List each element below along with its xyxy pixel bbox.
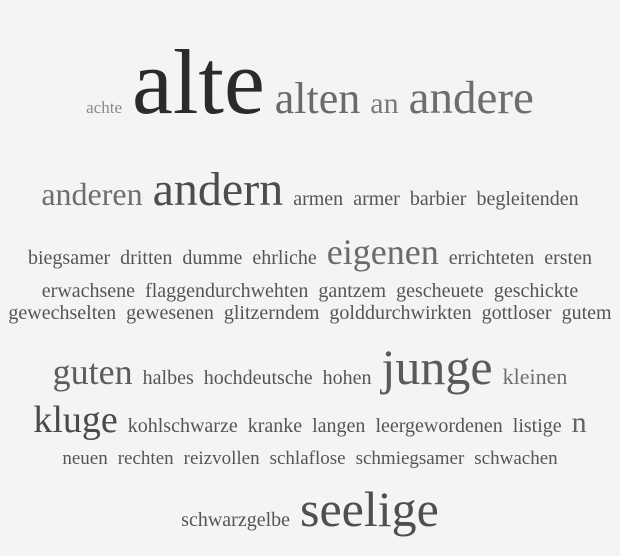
word-cloud-term[interactable]: n [571, 406, 587, 439]
word-cloud-term[interactable]: schlaflose [269, 448, 346, 469]
word-cloud-term[interactable]: geschickte [493, 280, 579, 302]
word-cloud-term[interactable]: andern [152, 163, 284, 216]
word-cloud-term[interactable]: andere [408, 72, 534, 124]
word-cloud-term[interactable]: alte [131, 31, 265, 133]
word-cloud-term[interactable]: gescheuete [396, 280, 484, 302]
word-cloud-term[interactable]: gutem [561, 302, 612, 324]
word-cloud-term[interactable]: an [370, 87, 399, 120]
word-cloud-term[interactable]: flaggendurchwehten [145, 280, 309, 302]
word-cloud-term[interactable]: langen [312, 415, 366, 437]
word-cloud-term[interactable]: schmiegsamer [355, 448, 465, 469]
word-cloud-row [0, 31, 620, 133]
word-cloud-term[interactable]: ehrliche [252, 247, 317, 269]
word-cloud-term[interactable]: achte [86, 98, 122, 117]
word-cloud-row [0, 449, 620, 468]
word-cloud-term[interactable]: barbier [409, 188, 467, 210]
word-cloud-row [0, 281, 620, 301]
word-cloud-term[interactable]: begleitenden [476, 188, 579, 210]
word-cloud-term[interactable]: armer [353, 188, 400, 210]
word-cloud-term[interactable]: gantzem [318, 280, 387, 302]
word-cloud-term[interactable]: glitzerndem [223, 302, 320, 324]
word-cloud-term[interactable]: dumme [182, 247, 243, 269]
word-cloud-term[interactable]: kranke [247, 415, 303, 437]
word-cloud-row [0, 234, 620, 270]
word-cloud-term[interactable]: gewesenen [126, 302, 214, 324]
word-cloud-term[interactable]: anderen [41, 176, 143, 212]
word-cloud-term[interactable]: rechten [117, 448, 174, 469]
word-cloud-term[interactable]: hohen [322, 367, 372, 389]
word-cloud-term[interactable]: ersten [544, 247, 592, 269]
word-cloud-row [0, 481, 620, 537]
word-cloud-term[interactable]: hochdeutsche [203, 367, 313, 389]
word-cloud-term[interactable]: golddurchwirkten [329, 302, 472, 324]
word-cloud-term[interactable]: seelige [300, 481, 439, 537]
word-cloud-term[interactable]: schwachen [474, 448, 558, 469]
word-cloud-term[interactable]: kluge [33, 399, 118, 441]
word-cloud-term[interactable]: alten [274, 74, 361, 123]
word-cloud-row [0, 339, 620, 395]
word-cloud-term[interactable]: reizvollen [183, 448, 260, 469]
word-cloud-term[interactable]: kleinen [502, 364, 568, 389]
word-cloud-term[interactable]: armen [293, 188, 344, 210]
word-cloud-row [0, 303, 620, 323]
word-cloud-term[interactable]: schwarzgelbe [181, 509, 290, 531]
word-cloud-row [0, 163, 620, 216]
word-cloud-term[interactable]: biegsamer [27, 247, 111, 269]
word-cloud-term[interactable]: errichteten [448, 247, 535, 269]
word-cloud-term[interactable]: guten [52, 352, 133, 392]
word-cloud-term[interactable]: leergewordenen [375, 415, 503, 437]
word-cloud-term[interactable]: erwachsene [41, 280, 136, 302]
word-cloud-term[interactable]: neuen [62, 448, 108, 469]
word-cloud-term[interactable]: halbes [142, 367, 194, 389]
word-cloud-term[interactable]: junge [381, 339, 493, 395]
word-cloud-term[interactable]: gewechselten [8, 302, 117, 324]
word-cloud-term[interactable]: dritten [120, 247, 173, 269]
word-cloud-term[interactable]: listige [512, 415, 562, 437]
word-cloud-term[interactable]: eigenen [326, 232, 439, 272]
word-cloud-row [0, 401, 620, 439]
word-cloud-term[interactable]: kohlschwarze [127, 415, 238, 437]
word-cloud-term[interactable]: gottloser [481, 302, 552, 324]
